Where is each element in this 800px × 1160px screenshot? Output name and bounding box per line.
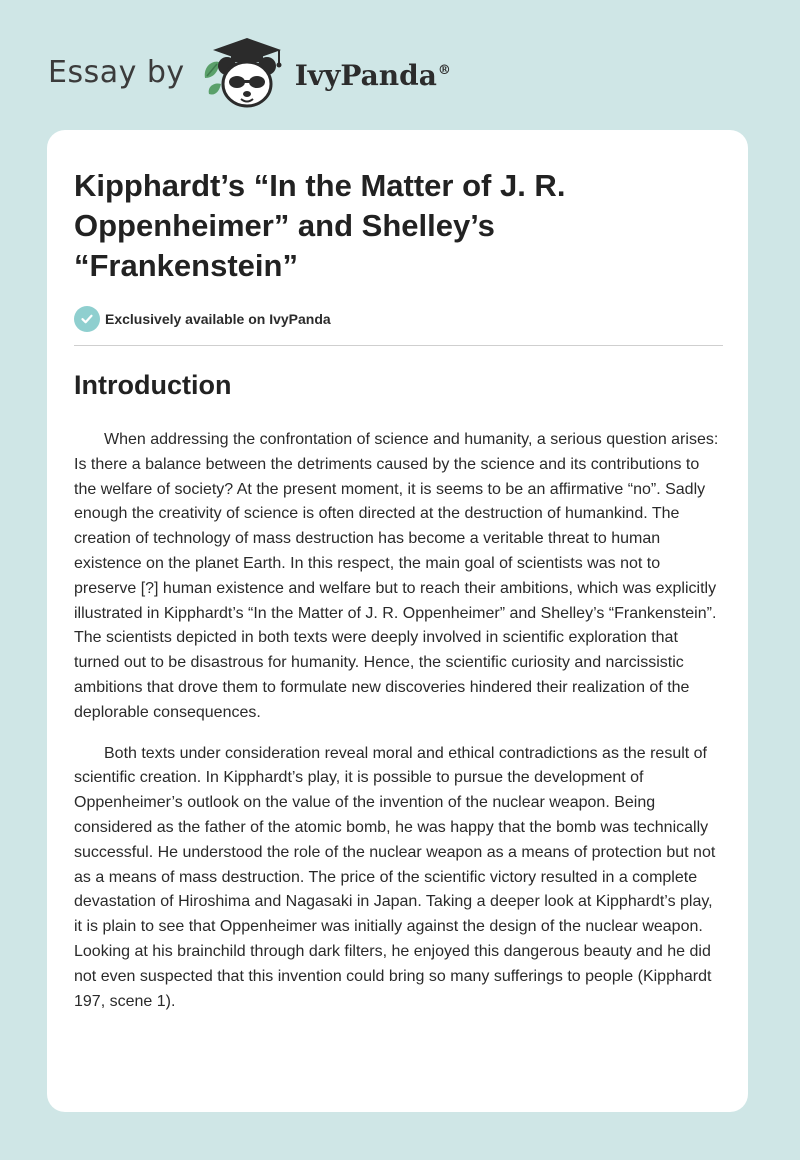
brand-name: IvyPanda® [294, 58, 451, 92]
check-circle-icon [74, 306, 100, 332]
essay-card [47, 130, 748, 1112]
divider [74, 345, 723, 346]
registered-mark: ® [437, 63, 451, 79]
paragraph: When addressing the confrontation of science and humanity, a serious question arises: Is there a balance between the detriments caused by the science and its contributions to the welfare of society? At the present moment, it is seems to be an affirmative “no”. Sadly enough the creativity of science is often directed at the destruction of humankind. The creation of technology of mass destruction has become a veritable threat to human existence on the planet Earth. In this respect, the main goal of scientists was not to preserve [?] human existence and welfare but to reach their ambitions, which was explicitly illustrated in Kipphardt’s “In the Matter of J. R. Oppenheimer” and Shelley’s “Frankenstein”. The scientists depicted in both texts were deeply involved in scientific exploration that turned out to be disastrous for humanity. Hence, the scientific curiosity and narcissistic ambitions that drove them to formulate new discoveries hindered their realization of the deplorable consequences. [74, 431, 719, 721]
brand-prefix: Essay by [48, 54, 185, 90]
exclusive-badge [74, 306, 331, 332]
essay-title: Kipphardt’s “In the Matter of J. R. Oppenheimer” and Shelley’s “Frankenstein” [74, 168, 566, 283]
exclusive-label: Exclusively available on IvyPanda [105, 311, 331, 327]
site-header-logo[interactable] [48, 32, 451, 112]
paragraph: Both texts under consideration reveal moral and ethical contradictions as the result of scientific creation. In Kipphardt’s play, it is possible to pursue the development of Oppenheimer’s outlook on the value of the invention of the nuclear weapon. Being considered as the father of the atomic bomb, he was happy that the bomb was technically successful. He understood the role of the nuclear weapon as a means of protection but not as a means of mass destruction. The price of the scientific victory resulted in a complete devastation of Hiroshima and Nagasaki in Japan. Taking a deeper look at Kipphardt’s play, it is plain to see that Oppenheimer was initially against the design of the nuclear weapon. Looking at his brainchild through dark filters, he enjoyed this dangerous beauty and he did not even suspected that this invention could bring so many sufferings to people (Kipphardt 197, scene 1). [74, 744, 716, 1010]
section-heading: Introduction [74, 370, 232, 400]
essay-body [74, 428, 724, 1030]
panda-graduation-cap-icon [201, 32, 291, 112]
